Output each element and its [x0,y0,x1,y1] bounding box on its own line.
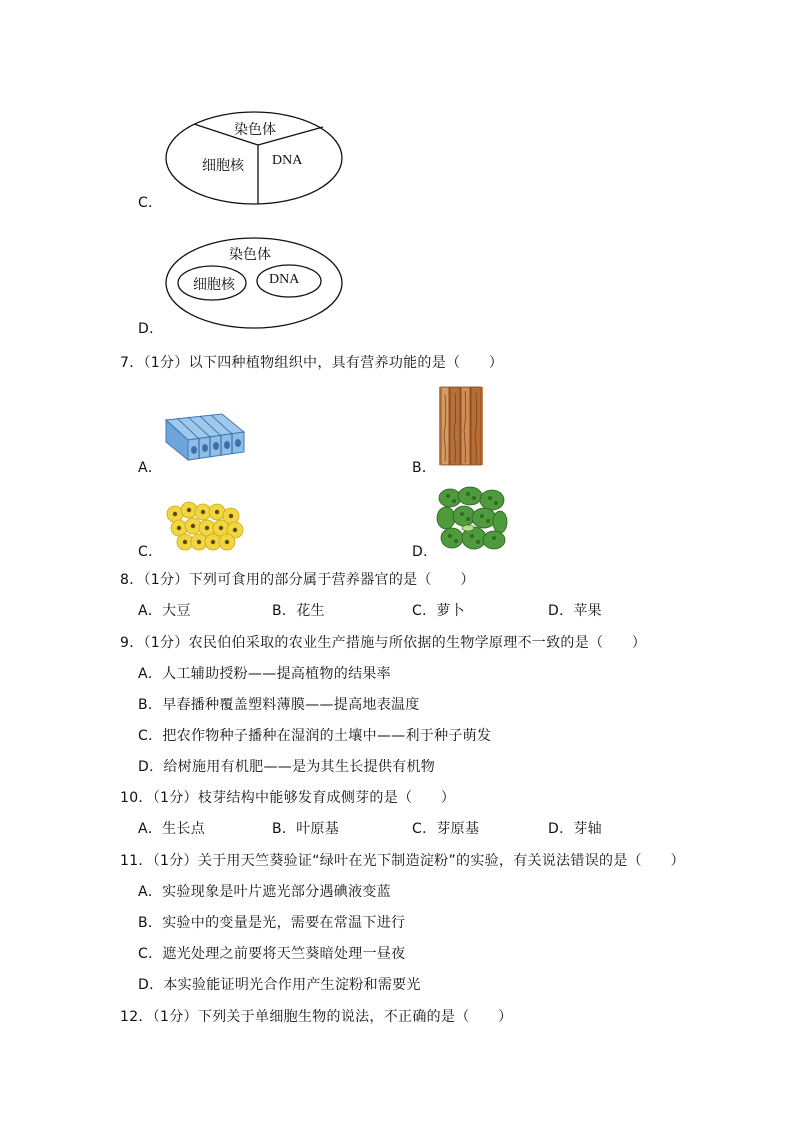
diagram-d-outer-label: 染色体 [229,247,271,263]
green-tissue-image [436,486,508,552]
question-7-stem: 7．（1分）以下四种植物组织中，具有营养功能的是（ ） [120,355,504,371]
blue-tissue-image [164,412,246,462]
diagram-d-inner-right-label: DNA [269,272,300,287]
question-10-option-a: A．生长点 [138,821,206,837]
question-10-option-c: C．芽原基 [412,821,480,837]
question-10-option-d: D．芽轴 [548,821,602,837]
question-9-option-a: A．人工辅助授粉——提高植物的结果率 [138,666,391,682]
question-10-stem: 10．（1分）枝芽结构中能够发育成侧芽的是（ ） [120,790,456,806]
question-10-option-b: B．叶原基 [272,821,340,837]
diagram-d-inner-left-label: 细胞核 [193,277,235,293]
question-11-stem: 11．（1分）关于用天竺葵验证“绿叶在光下制造淀粉”的实验，有关说法错误的是（ ） [120,853,685,869]
question-11-option-a: A．实验现象是叶片遮光部分遇碘液变蓝 [138,884,391,900]
question-9-option-c: C．把农作物种子播种在湿润的土壤中——利于种子萌发 [138,728,492,744]
diagram-c-right-label: DNA [272,153,303,168]
diagram-c-left-label: 细胞核 [202,158,244,174]
option-d-label: D． [138,321,164,337]
question-9-stem: 9．（1分）农民伯伯采取的农业生产措施与所依据的生物学原理不一致的是（ ） [120,635,647,651]
orange-tissue-image [437,385,485,467]
question-7-option-d: D． [412,544,438,560]
yellow-tissue-image [165,500,245,552]
diagram-c-top-label: 染色体 [234,122,276,138]
question-8-option-b: B．花生 [272,603,325,619]
question-12-stem: 12．（1分）下列关于单细胞生物的说法，不正确的是（ ） [120,1009,513,1025]
question-7-option-b: B． [412,460,437,476]
question-7-option-a: A． [138,460,163,476]
option-c-label: C． [138,195,163,211]
question-11-option-d: D．本实验能证明光合作用产生淀粉和需要光 [138,977,421,993]
question-8-option-c: C．萝卜 [412,603,465,619]
question-11-option-c: C．遮光处理之前要将天竺葵暗处理一昼夜 [138,946,406,962]
question-9-option-b: B．早春播种覆盖塑料薄膜——提高地表温度 [138,697,420,713]
question-9-option-d: D．给树施用有机肥——是为其生长提供有机物 [138,759,436,775]
question-8-option-d: D．苹果 [548,603,602,619]
question-8-stem: 8．（1分）下列可食用的部分属于营养器官的是（ ） [120,572,475,588]
question-11-option-b: B．实验中的变量是光，需要在常温下进行 [138,915,406,931]
question-7-option-c: C． [138,544,163,560]
question-8-option-a: A．大豆 [138,603,191,619]
